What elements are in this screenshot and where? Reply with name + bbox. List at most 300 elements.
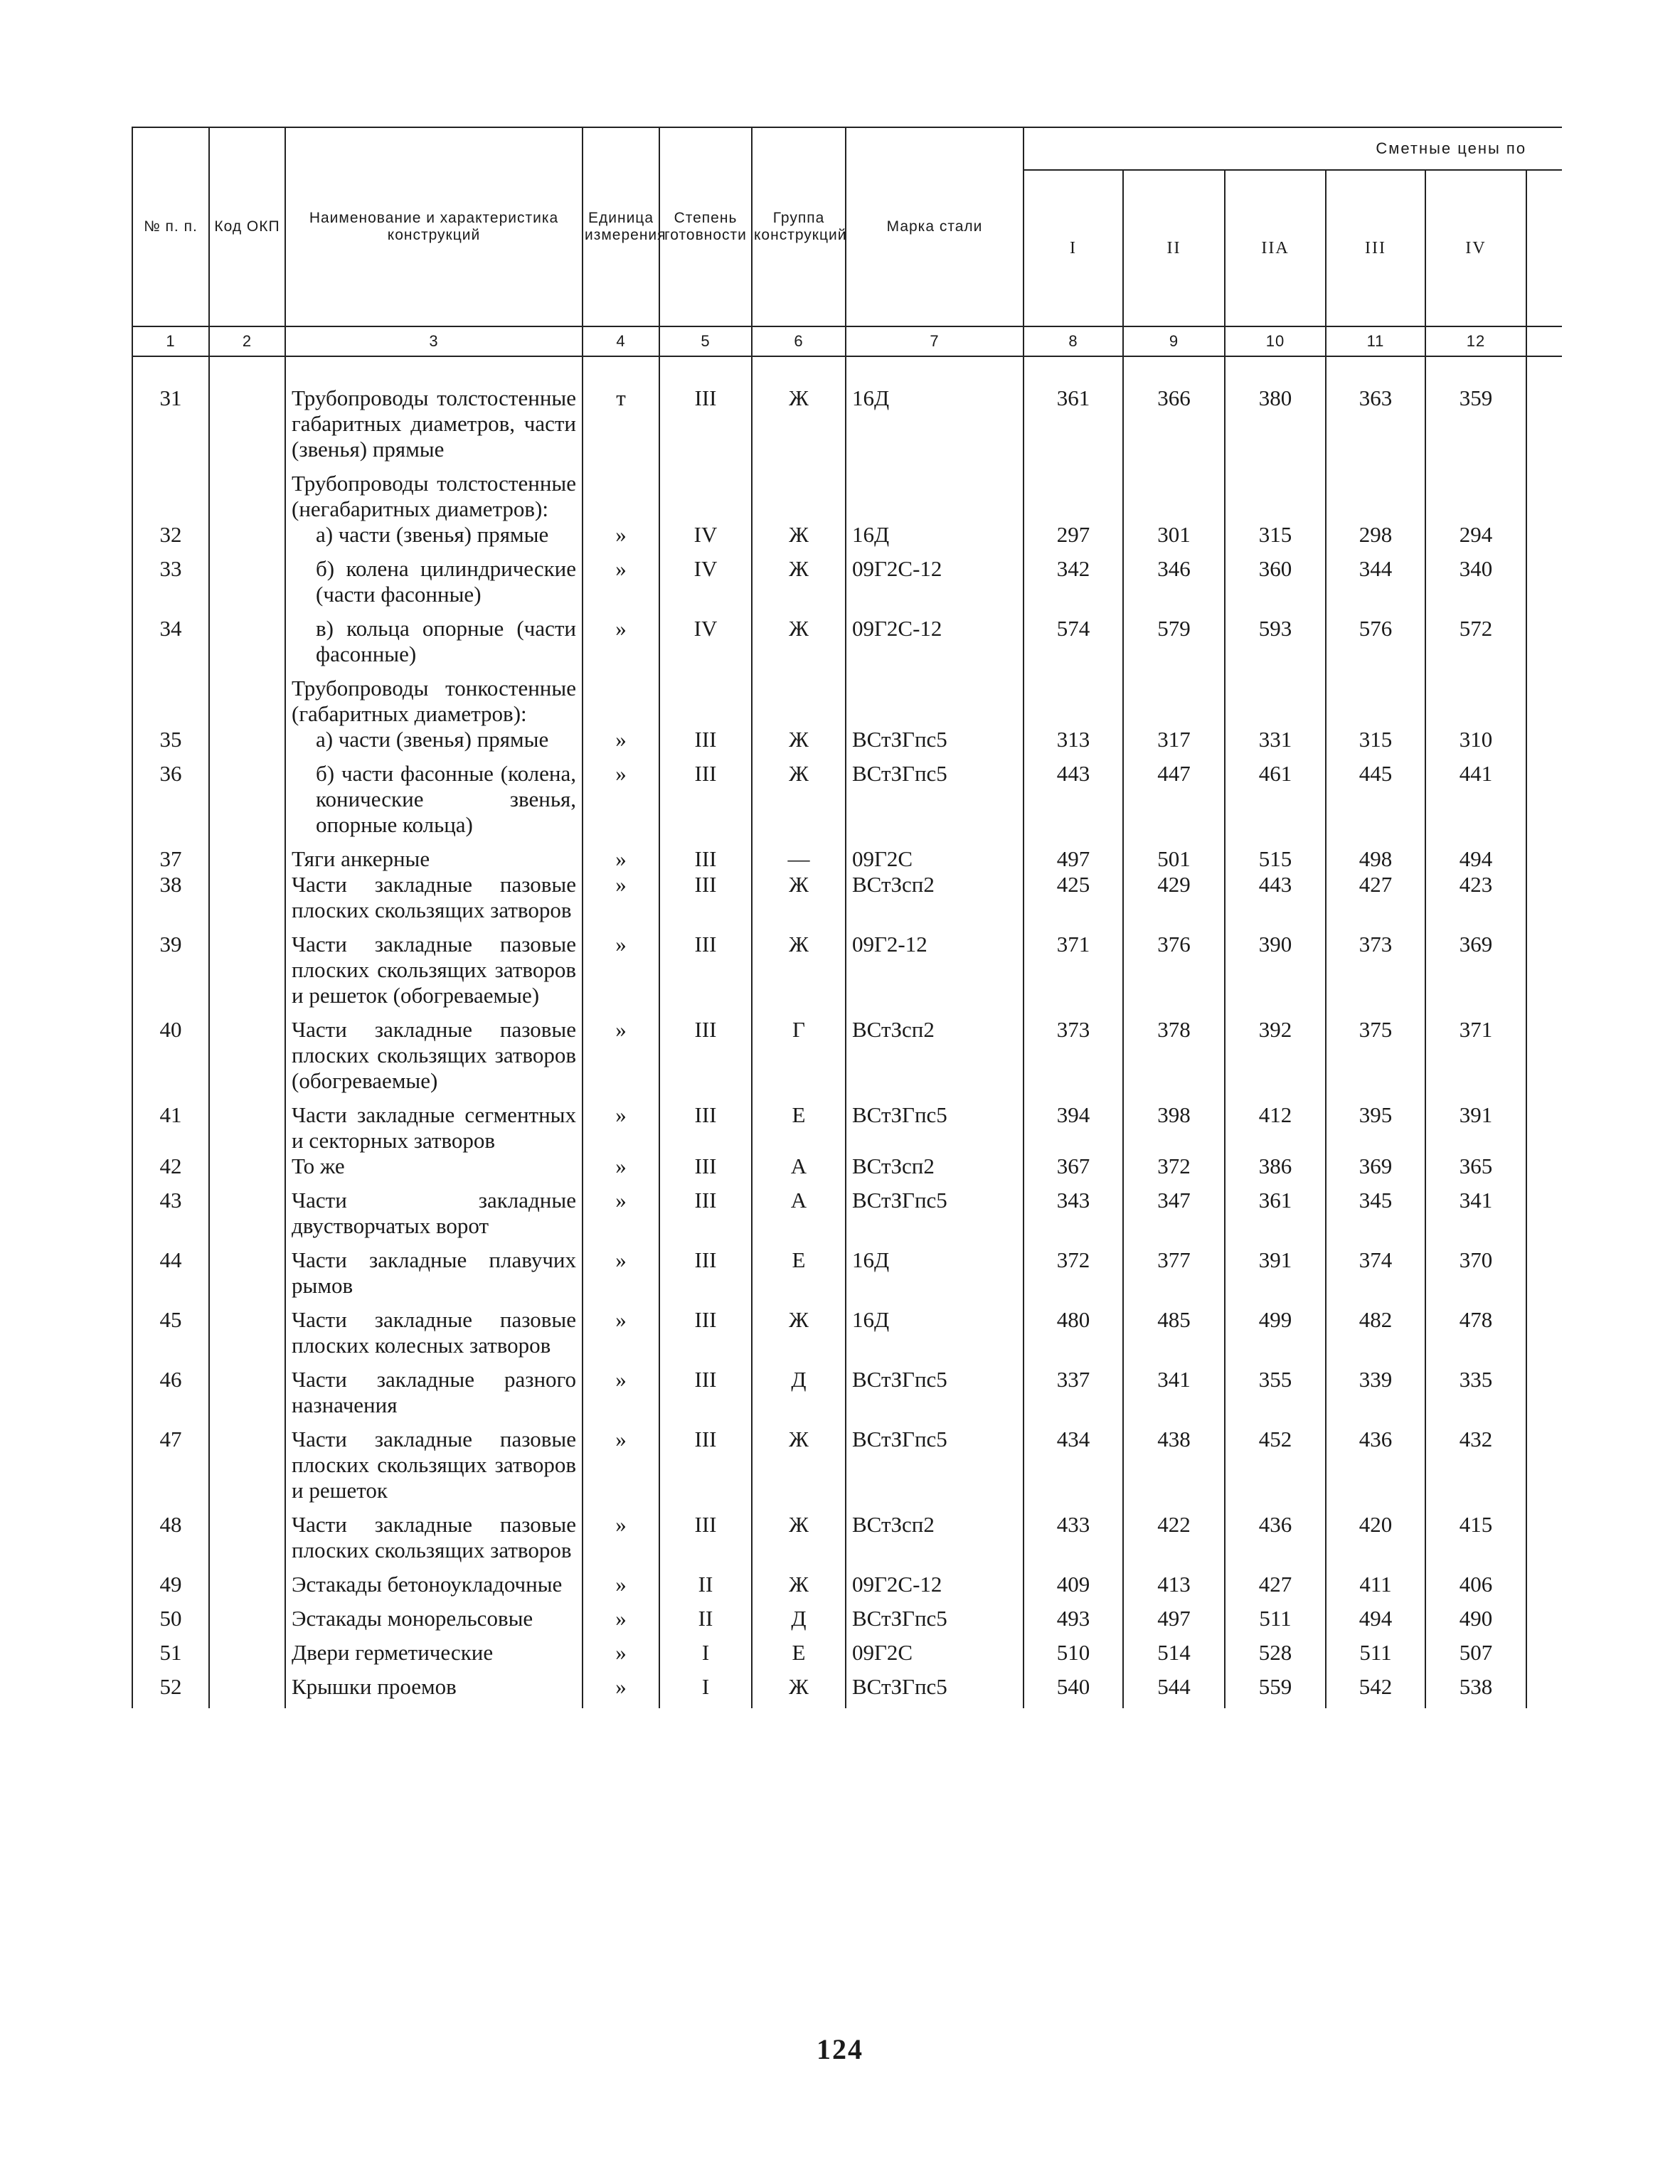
cell-name: То же xyxy=(285,1154,583,1188)
cell-p2: 366 xyxy=(1123,385,1225,471)
cell-mark xyxy=(846,676,1024,727)
cell-grp: Ж xyxy=(752,556,846,616)
table-row xyxy=(132,727,1562,761)
cell-name: Части закладные пазовые плоских скользящих затворов xyxy=(285,1512,583,1572)
table-row xyxy=(132,761,1562,846)
cell-name xyxy=(285,761,583,846)
cell-unit: » xyxy=(583,727,659,761)
cell-no: 39 xyxy=(132,932,209,1017)
cell-grp: Ж xyxy=(752,932,846,1017)
table-row xyxy=(132,872,1562,932)
table-row xyxy=(132,1247,1562,1307)
cell-p5: 340 xyxy=(1425,556,1526,616)
cell-no: 43 xyxy=(132,1188,209,1247)
table-row xyxy=(132,676,1562,727)
cell-deg: I xyxy=(659,1640,752,1674)
cell-p4: 445 xyxy=(1326,761,1425,846)
cell-p2: 317 xyxy=(1123,727,1225,761)
cell-p2: 429 xyxy=(1123,872,1225,932)
cell-p4: 498 xyxy=(1326,846,1425,872)
cell-mark: 16Д xyxy=(846,1307,1024,1367)
header-zone-1: I xyxy=(1024,170,1123,326)
cell-name xyxy=(285,727,583,761)
cell-name: Части закладные плавучих рымов xyxy=(285,1247,583,1307)
cell-continued xyxy=(1526,676,1562,727)
cell-no: 35 xyxy=(132,727,209,761)
cell-okp xyxy=(209,556,285,616)
table-row xyxy=(132,846,1562,872)
cell-okp xyxy=(209,676,285,727)
cell-grp: Ж xyxy=(752,616,846,676)
cell-no: 48 xyxy=(132,1512,209,1572)
cell-grp: Ж xyxy=(752,761,846,846)
cell-grp xyxy=(752,471,846,522)
sub-item-text: а) части (звенья) прямые xyxy=(316,522,549,547)
table-body xyxy=(132,356,1562,1708)
header-super-row xyxy=(132,127,1562,170)
cell-p4: 494 xyxy=(1326,1606,1425,1640)
cell-p2: 579 xyxy=(1123,616,1225,676)
cell-mark: 16Д xyxy=(846,522,1024,556)
cell-p5: 294 xyxy=(1425,522,1526,556)
cell-name: Части закладные сегментных и секторных затворов xyxy=(285,1102,583,1154)
cell-continued xyxy=(1526,1427,1562,1512)
table-row xyxy=(132,1606,1562,1640)
cell-no: 40 xyxy=(132,1017,209,1102)
cell-mark: ВСтЗГпс5 xyxy=(846,1102,1024,1154)
table-row xyxy=(132,1017,1562,1102)
cell-p1: 409 xyxy=(1024,1572,1123,1606)
cell-unit: » xyxy=(583,1154,659,1188)
cell-p2: 398 xyxy=(1123,1102,1225,1154)
header-estimated-prices: Сметные цены по xyxy=(1024,127,1562,170)
table-row xyxy=(132,616,1562,676)
cell-grp: Ж xyxy=(752,1572,846,1606)
cell-no: 42 xyxy=(132,1154,209,1188)
cell-grp: Ж xyxy=(752,1307,846,1367)
cell-okp xyxy=(209,846,285,872)
cell-p2: 301 xyxy=(1123,522,1225,556)
cell-name: Части закладные пазовые плоских скользящих затворов (обогреваемые) xyxy=(285,1017,583,1102)
cell-mark: 09Г2С xyxy=(846,1640,1024,1674)
cell-p1: 371 xyxy=(1024,932,1123,1017)
cell-p4: 420 xyxy=(1326,1512,1425,1572)
column-number: 7 xyxy=(846,326,1024,356)
cell-p5: 572 xyxy=(1425,616,1526,676)
cell-grp: Ж xyxy=(752,1427,846,1512)
cell-no xyxy=(132,471,209,522)
cell-no xyxy=(132,676,209,727)
cell-p4: 436 xyxy=(1326,1427,1425,1512)
cell-grp: — xyxy=(752,846,846,872)
table-row xyxy=(132,1307,1562,1367)
cell-p5: 369 xyxy=(1425,932,1526,1017)
cell-p4 xyxy=(1326,676,1425,727)
cell-grp: Ж xyxy=(752,522,846,556)
cell-deg: III xyxy=(659,872,752,932)
cell-mark: 09Г2С-12 xyxy=(846,556,1024,616)
cell-okp xyxy=(209,1572,285,1606)
cell-p2: 447 xyxy=(1123,761,1225,846)
cell-mark: ВСтЗГпс5 xyxy=(846,727,1024,761)
cell-mark: ВСтЗсп2 xyxy=(846,1154,1024,1188)
cell-okp xyxy=(209,522,285,556)
cell-unit: » xyxy=(583,1367,659,1427)
cell-p1: 574 xyxy=(1024,616,1123,676)
cell-p3: 559 xyxy=(1225,1674,1326,1708)
cell-p3: 355 xyxy=(1225,1367,1326,1427)
table-row xyxy=(132,522,1562,556)
cell-p4: 369 xyxy=(1326,1154,1425,1188)
cell-continued xyxy=(1526,1188,1562,1247)
cell-p1: 480 xyxy=(1024,1307,1123,1367)
table-row xyxy=(132,1674,1562,1708)
cell-p4: 315 xyxy=(1326,727,1425,761)
cell-deg: IV xyxy=(659,556,752,616)
cell-p5: 507 xyxy=(1425,1640,1526,1674)
cell-p1: 372 xyxy=(1024,1247,1123,1307)
cell-no: 52 xyxy=(132,1674,209,1708)
cell-unit: » xyxy=(583,1102,659,1154)
cell-unit: » xyxy=(583,556,659,616)
cell-p5: 415 xyxy=(1425,1512,1526,1572)
cell-p3: 391 xyxy=(1225,1247,1326,1307)
cell-name: Трубопроводы тонкостенные (габаритных диаметров): xyxy=(285,676,583,727)
cell-grp: Е xyxy=(752,1247,846,1307)
table-row xyxy=(132,1188,1562,1247)
cell-deg: IV xyxy=(659,522,752,556)
cell-continued xyxy=(1526,761,1562,846)
table-row xyxy=(132,932,1562,1017)
sub-item-text: б) колена цилиндрические (части фасонные) xyxy=(316,556,576,607)
cell-unit: » xyxy=(583,1674,659,1708)
cell-p2: 422 xyxy=(1123,1512,1225,1572)
cell-unit: » xyxy=(583,1017,659,1102)
cell-name: Эстакады бетоноукладочные xyxy=(285,1572,583,1606)
cell-p1: 443 xyxy=(1024,761,1123,846)
header-steel-mark: Марка стали xyxy=(846,127,1024,326)
cell-mark: ВСтЗсп2 xyxy=(846,1017,1024,1102)
price-table xyxy=(132,127,1562,1708)
cell-deg: III xyxy=(659,932,752,1017)
cell-okp xyxy=(209,1606,285,1640)
column-number-row xyxy=(132,326,1562,356)
cell-p1: 337 xyxy=(1024,1367,1123,1427)
cell-no: 45 xyxy=(132,1307,209,1367)
cell-mark: ВСтЗГпс5 xyxy=(846,1606,1024,1640)
table-row xyxy=(132,556,1562,616)
cell-okp xyxy=(209,761,285,846)
cell-continued xyxy=(1526,616,1562,676)
column-number: 6 xyxy=(752,326,846,356)
cell-deg: III xyxy=(659,1367,752,1427)
cell-continued xyxy=(1526,1307,1562,1367)
cell-p3: 331 xyxy=(1225,727,1326,761)
cell-p3: 499 xyxy=(1225,1307,1326,1367)
cell-continued xyxy=(1526,556,1562,616)
cell-deg: II xyxy=(659,1572,752,1606)
cell-p5 xyxy=(1425,471,1526,522)
cell-unit xyxy=(583,676,659,727)
cell-p4: 363 xyxy=(1326,385,1425,471)
column-number: 4 xyxy=(583,326,659,356)
sub-item-text: в) кольца опорные (части фасонные) xyxy=(316,616,576,666)
cell-unit: т xyxy=(583,385,659,471)
cell-mark xyxy=(846,471,1024,522)
cell-name: Части закладные пазовые плоских скользящих затворов и решеток (обогреваемые) xyxy=(285,932,583,1017)
cell-mark: ВСтЗГпс5 xyxy=(846,1427,1024,1512)
cell-p2: 438 xyxy=(1123,1427,1225,1512)
cell-p4: 542 xyxy=(1326,1674,1425,1708)
header-no: № п. п. xyxy=(132,127,209,326)
cell-p4: 482 xyxy=(1326,1307,1425,1367)
header-okp: Код ОКП xyxy=(209,127,285,326)
cell-deg: IV xyxy=(659,616,752,676)
cell-name xyxy=(285,556,583,616)
cell-mark: ВСтЗсп2 xyxy=(846,1512,1024,1572)
body-spacer xyxy=(132,356,1562,385)
cell-p3 xyxy=(1225,676,1326,727)
cell-p5: 478 xyxy=(1425,1307,1526,1367)
cell-p1: 343 xyxy=(1024,1188,1123,1247)
cell-continued xyxy=(1526,1640,1562,1674)
cell-p4: 373 xyxy=(1326,932,1425,1017)
cell-continued xyxy=(1526,1572,1562,1606)
cell-p4: 576 xyxy=(1326,616,1425,676)
cell-grp xyxy=(752,676,846,727)
column-number: 11 xyxy=(1326,326,1425,356)
cell-p1: 367 xyxy=(1024,1154,1123,1188)
cell-p5: 371 xyxy=(1425,1017,1526,1102)
cell-no: 36 xyxy=(132,761,209,846)
cell-grp: Е xyxy=(752,1102,846,1154)
cell-p1: 433 xyxy=(1024,1512,1123,1572)
cell-name xyxy=(285,616,583,676)
cell-no: 37 xyxy=(132,846,209,872)
sub-item-text: б) части фасонные (колена, конические звенья, опорные кольца) xyxy=(316,761,576,837)
cell-p1: 425 xyxy=(1024,872,1123,932)
cell-continued xyxy=(1526,1674,1562,1708)
cell-p1 xyxy=(1024,676,1123,727)
cell-okp xyxy=(209,1247,285,1307)
table-row xyxy=(132,1102,1562,1154)
cell-unit: » xyxy=(583,522,659,556)
header-unit: Единица измерения xyxy=(583,127,659,326)
table-row xyxy=(132,1640,1562,1674)
cell-name: Части закладные пазовые плоских скользящих затворов и решеток xyxy=(285,1427,583,1512)
cell-deg: II xyxy=(659,1606,752,1640)
table-header xyxy=(132,127,1562,356)
cell-deg: III xyxy=(659,761,752,846)
cell-unit: » xyxy=(583,846,659,872)
cell-p4: 511 xyxy=(1326,1640,1425,1674)
cell-continued xyxy=(1526,1154,1562,1188)
table-row xyxy=(132,1367,1562,1427)
cell-grp: Ж xyxy=(752,1674,846,1708)
table-row xyxy=(132,1154,1562,1188)
cell-grp: А xyxy=(752,1188,846,1247)
cell-p3: 528 xyxy=(1225,1640,1326,1674)
cell-no: 51 xyxy=(132,1640,209,1674)
cell-p3: 443 xyxy=(1225,872,1326,932)
cell-p5: 391 xyxy=(1425,1102,1526,1154)
cell-deg: III xyxy=(659,1102,752,1154)
cell-p5: 370 xyxy=(1425,1247,1526,1307)
header-name: Наименование и характеристика конструкций xyxy=(285,127,583,326)
column-number: 2 xyxy=(209,326,285,356)
cell-p1: 394 xyxy=(1024,1102,1123,1154)
cell-p4 xyxy=(1326,471,1425,522)
page-number: 124 xyxy=(817,2033,863,2065)
cell-unit: » xyxy=(583,1512,659,1572)
cell-no: 33 xyxy=(132,556,209,616)
cell-name: Эстакады монорельсовые xyxy=(285,1606,583,1640)
cell-p5: 494 xyxy=(1425,846,1526,872)
cell-deg: III xyxy=(659,1307,752,1367)
cell-p2: 346 xyxy=(1123,556,1225,616)
cell-p1: 510 xyxy=(1024,1640,1123,1674)
cell-p1: 313 xyxy=(1024,727,1123,761)
cell-deg: III xyxy=(659,727,752,761)
cell-p1: 342 xyxy=(1024,556,1123,616)
cell-unit: » xyxy=(583,872,659,932)
cell-okp xyxy=(209,932,285,1017)
cell-unit: » xyxy=(583,1606,659,1640)
cell-grp: Е xyxy=(752,1640,846,1674)
cell-p5 xyxy=(1425,676,1526,727)
cell-mark: ВСтЗГпс5 xyxy=(846,1674,1024,1708)
cell-no: 47 xyxy=(132,1427,209,1512)
cell-unit: » xyxy=(583,1427,659,1512)
cell-p2: 413 xyxy=(1123,1572,1225,1606)
cell-p5: 490 xyxy=(1425,1606,1526,1640)
cell-p4: 427 xyxy=(1326,872,1425,932)
cell-p5: 335 xyxy=(1425,1367,1526,1427)
cell-unit xyxy=(583,471,659,522)
cell-mark: 16Д xyxy=(846,1247,1024,1307)
cell-deg: III xyxy=(659,1247,752,1307)
cell-continued xyxy=(1526,1017,1562,1102)
table-row xyxy=(132,1427,1562,1512)
cell-p1: 361 xyxy=(1024,385,1123,471)
cell-p3: 386 xyxy=(1225,1154,1326,1188)
cell-p3: 390 xyxy=(1225,932,1326,1017)
cell-mark: ВСтЗГпс5 xyxy=(846,761,1024,846)
cell-p4: 344 xyxy=(1326,556,1425,616)
cell-unit: » xyxy=(583,616,659,676)
cell-p5: 538 xyxy=(1425,1674,1526,1708)
sub-item-text: а) части (звенья) прямые xyxy=(316,727,549,752)
cell-p4: 411 xyxy=(1326,1572,1425,1606)
cell-p2: 501 xyxy=(1123,846,1225,872)
cell-okp xyxy=(209,1640,285,1674)
header-group: Группа конструкций xyxy=(752,127,846,326)
cell-continued xyxy=(1526,846,1562,872)
cell-continued xyxy=(1526,872,1562,932)
cell-mark: 09Г2С xyxy=(846,846,1024,872)
cell-name: Части закладные пазовые плоских колесных затворов xyxy=(285,1307,583,1367)
cell-p3: 511 xyxy=(1225,1606,1326,1640)
cell-grp: Ж xyxy=(752,1512,846,1572)
cell-grp: Ж xyxy=(752,385,846,471)
cell-okp xyxy=(209,1102,285,1154)
cell-mark: ВСтЗсп2 xyxy=(846,872,1024,932)
header-zone-2a: IIA xyxy=(1225,170,1326,326)
cell-p3: 361 xyxy=(1225,1188,1326,1247)
cell-okp xyxy=(209,1427,285,1512)
cell-p2: 497 xyxy=(1123,1606,1225,1640)
cell-mark: 09Г2-12 xyxy=(846,932,1024,1017)
cell-p1 xyxy=(1024,471,1123,522)
cell-p2: 347 xyxy=(1123,1188,1225,1247)
cell-okp xyxy=(209,616,285,676)
cell-p3: 593 xyxy=(1225,616,1326,676)
cell-p1: 297 xyxy=(1024,522,1123,556)
cell-p5: 441 xyxy=(1425,761,1526,846)
cell-mark: 09Г2С-12 xyxy=(846,616,1024,676)
cell-name: Части закладные разного назначения xyxy=(285,1367,583,1427)
cell-mark: 09Г2С-12 xyxy=(846,1572,1024,1606)
cell-p1: 373 xyxy=(1024,1017,1123,1102)
cell-no: 38 xyxy=(132,872,209,932)
cell-deg: III xyxy=(659,846,752,872)
cell-no: 50 xyxy=(132,1606,209,1640)
cell-mark: ВСтЗГпс5 xyxy=(846,1188,1024,1247)
cell-deg: III xyxy=(659,1017,752,1102)
cell-p5: 341 xyxy=(1425,1188,1526,1247)
table-row xyxy=(132,1512,1562,1572)
column-number: 1 xyxy=(132,326,209,356)
cell-p1: 497 xyxy=(1024,846,1123,872)
cell-p3: 461 xyxy=(1225,761,1326,846)
column-number: 5 xyxy=(659,326,752,356)
cell-unit: » xyxy=(583,1640,659,1674)
cell-no: 49 xyxy=(132,1572,209,1606)
header-zone-continued xyxy=(1526,170,1562,326)
cell-no: 34 xyxy=(132,616,209,676)
cell-deg: I xyxy=(659,1674,752,1708)
cell-okp xyxy=(209,1674,285,1708)
column-number: 3 xyxy=(285,326,583,356)
cell-p3: 436 xyxy=(1225,1512,1326,1572)
cell-unit: » xyxy=(583,1247,659,1307)
cell-okp xyxy=(209,1367,285,1427)
cell-okp xyxy=(209,727,285,761)
cell-p2 xyxy=(1123,471,1225,522)
cell-p2: 376 xyxy=(1123,932,1225,1017)
cell-p3: 515 xyxy=(1225,846,1326,872)
cell-p4: 298 xyxy=(1326,522,1425,556)
column-number: 8 xyxy=(1024,326,1123,356)
table-row xyxy=(132,385,1562,471)
cell-p3: 392 xyxy=(1225,1017,1326,1102)
cell-p2: 378 xyxy=(1123,1017,1225,1102)
cell-okp xyxy=(209,471,285,522)
cell-continued xyxy=(1526,471,1562,522)
cell-p2: 514 xyxy=(1123,1640,1225,1674)
header-zone-4: IV xyxy=(1425,170,1526,326)
cell-p4: 345 xyxy=(1326,1188,1425,1247)
column-number: 9 xyxy=(1123,326,1225,356)
cell-no: 44 xyxy=(132,1247,209,1307)
cell-unit: » xyxy=(583,1307,659,1367)
cell-continued xyxy=(1526,1512,1562,1572)
cell-grp: Д xyxy=(752,1367,846,1427)
cell-p3: 452 xyxy=(1225,1427,1326,1512)
cell-no: 41 xyxy=(132,1102,209,1154)
cell-unit: » xyxy=(583,932,659,1017)
cell-p2: 372 xyxy=(1123,1154,1225,1188)
